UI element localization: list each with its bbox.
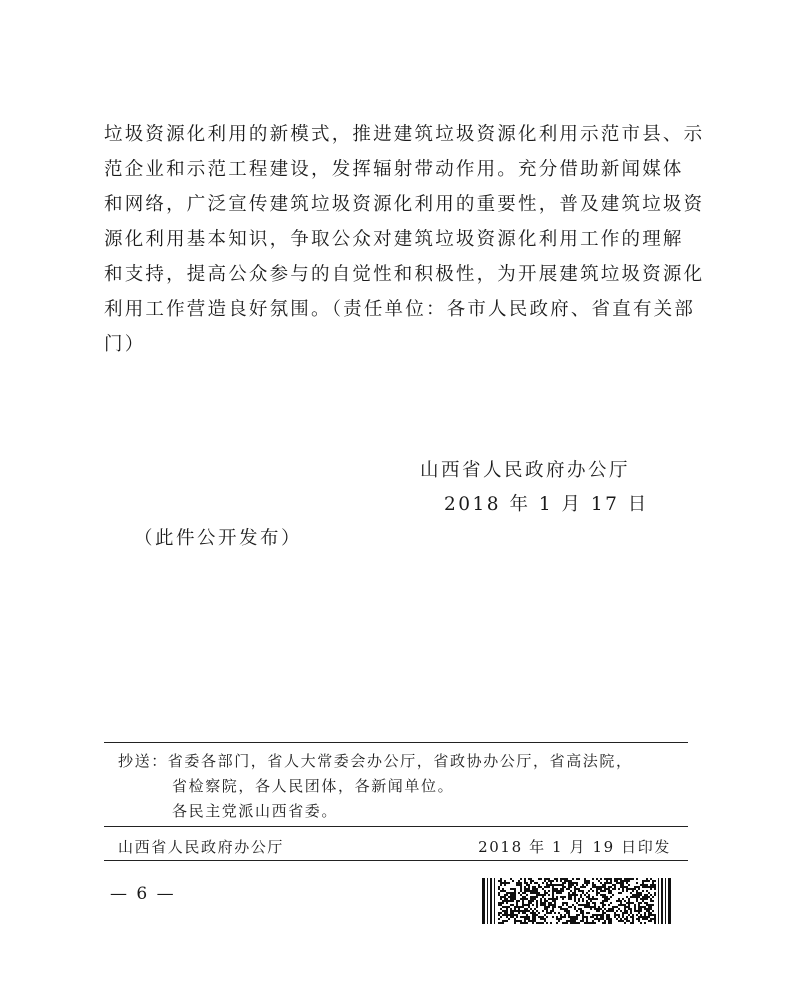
issuer-org: 山西省人民政府办公厅 xyxy=(118,838,285,856)
body-line: 和网络，广泛宣传建筑垃圾资源化利用的重要性，普及建筑垃圾资 xyxy=(104,194,705,215)
body-line: 门） xyxy=(104,334,146,355)
body-line: 源化利用基本知识，争取公众对建筑垃圾资源化利用工作的理解 xyxy=(104,229,684,250)
cc-bottom-rule xyxy=(104,826,688,827)
cc-top-rule xyxy=(104,742,688,743)
signature-date: 2018 年 1 月 17 日 xyxy=(444,494,649,515)
cc-line: 省检察院，各人民团体，各新闻单位。 xyxy=(172,777,455,795)
issuer-rule xyxy=(104,860,688,861)
page-number: — 6 — xyxy=(110,884,176,904)
body-line: 垃圾资源化利用的新模式，推进建筑垃圾资源化利用示范市县、示 xyxy=(104,124,705,145)
signature-org: 山西省人民政府办公厅 xyxy=(420,460,631,481)
body-line: 和支持，提高公众参与的自觉性和积极性，为开展建筑垃圾资源化 xyxy=(104,264,705,285)
publication-note: （此件公开发布） xyxy=(134,528,303,549)
barcode-image xyxy=(482,878,672,924)
cc-line: 各民主党派山西省委。 xyxy=(172,802,339,820)
cc-line: 抄送：省委各部门，省人大常委会办公厅，省政协办公厅，省高法院， xyxy=(118,752,633,770)
body-line: 利用工作营造良好氛围。（责任单位：各市人民政府、省直有关部 xyxy=(104,299,696,320)
body-line: 范企业和示范工程建设，发挥辐射带动作用。充分借助新闻媒体 xyxy=(104,159,684,180)
issuer-date: 2018 年 1 月 19 日印发 xyxy=(478,838,671,856)
